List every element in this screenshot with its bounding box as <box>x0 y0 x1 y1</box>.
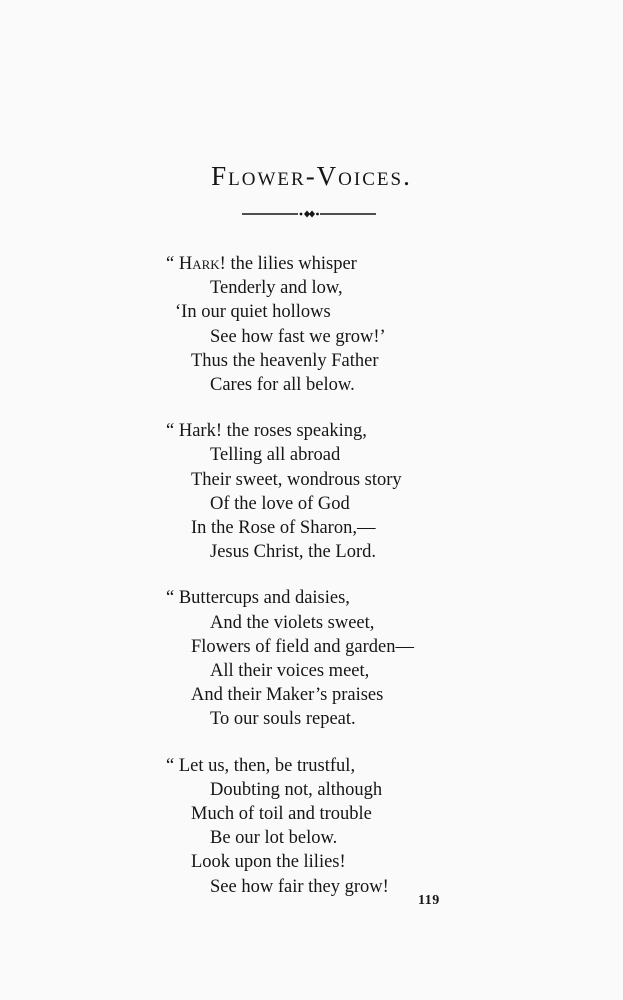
poem-line: Their sweet, wondrous story <box>191 469 402 490</box>
poem-line: “ Let us, then, be trustful, <box>166 755 356 776</box>
poem-line: Of the love of God <box>210 493 350 514</box>
poem-line: All their voices meet, <box>210 661 370 682</box>
poem-line: Jesus Christ, the Lord. <box>210 542 376 563</box>
poem-line: And the violets sweet, <box>210 612 375 633</box>
title-ornament <box>242 206 376 222</box>
stanza <box>0 586 623 731</box>
poem-line: “ Buttercups and daisies, <box>166 588 350 609</box>
poem-line: Thus the heavenly Father <box>191 350 379 371</box>
poem-line: Look upon the lilies! <box>191 852 346 873</box>
poem-line: Tenderly and low, <box>210 278 343 299</box>
poem-title: Flower-Voices. <box>211 161 412 191</box>
poem-line: In the Rose of Sharon,— <box>191 518 376 539</box>
poem-line: “ Hark! the roses speaking, <box>166 421 367 442</box>
poem-line: And their Maker’s praises <box>191 685 384 706</box>
poem-body <box>0 252 623 921</box>
stanza <box>0 419 623 564</box>
poem-line: Doubting not, although <box>210 779 383 800</box>
poem-line: Flowers of field and garden— <box>191 636 414 657</box>
poem-line: Cares for all below. <box>210 375 355 396</box>
poem-line: Telling all abroad <box>210 445 341 466</box>
poem-line: “ Hark! the lilies whisper <box>166 254 357 274</box>
poem-line: See how fast we grow!’ <box>210 326 386 347</box>
stanza <box>0 754 623 899</box>
poem-line: ‘In our quiet hollows <box>175 302 331 323</box>
poem-line: See how fair they grow! <box>210 876 389 897</box>
page-number: 119 <box>418 893 440 908</box>
poem-line: Be our lot below. <box>210 828 338 849</box>
stanza <box>0 252 623 397</box>
poem-line: Much of toil and trouble <box>191 804 372 825</box>
poem-line: To our souls repeat. <box>210 709 356 730</box>
